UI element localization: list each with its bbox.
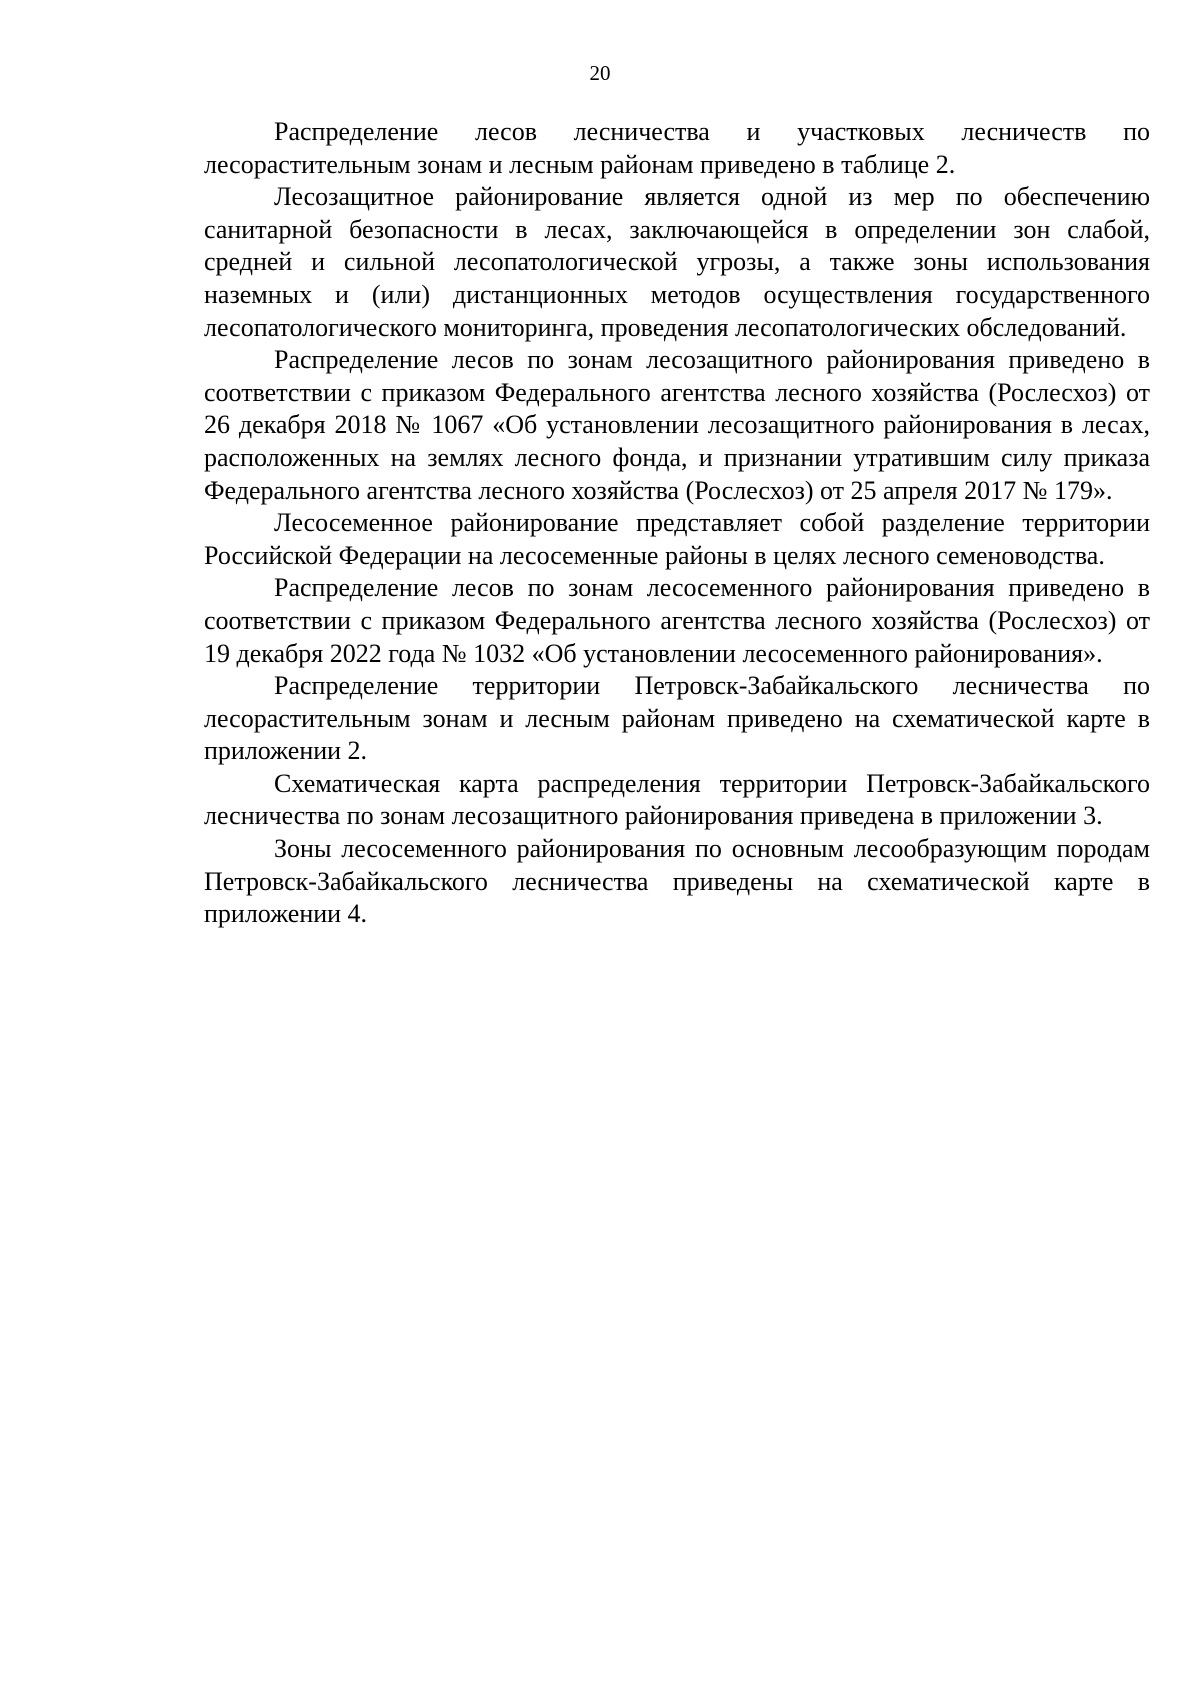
paragraph-appendix-3-reference: Схематическая карта распределения территории Петровск-Забайкальского лесничества по зонам лесозащитного районирования приведена в приложении 3. <box>204 768 1150 831</box>
paragraph-appendix-4-reference: Зоны лесосеменного районирования по основным лесообразующим породам Петровск-Забайкальского лесничества приведены на схематической карте в приложении 4. <box>204 834 1150 929</box>
page-number: 20 <box>589 61 611 85</box>
paragraph-forest-distribution: Распределение лесов лесничества и участковых лесничеств по лесорастительным зонам и лесным районам приведено в таблице 2. <box>204 117 1150 179</box>
paragraph-appendix-2-reference: Распределение территории Петровск-Забайкальского лесничества по лесорастительным зонам и лесным районам приведено на схематической карте в приложении 2. <box>204 671 1150 766</box>
paragraph-protection-zoning-order: Распределение лесов по зонам лесозащитного районирования приведено в соответствии с приказом Федерального агентства лесного хозяйства (Рослесхоз) от 26 декабря 2018 № 1067 «Об установлении лесозащитного районирования в лесах, расположенных на землях лесного фонда, и признании утратившим силу приказа Федерального агентства лесного хозяйства (Рослесхоз) от 25 апреля 2017 № 179». <box>204 345 1150 505</box>
paragraph-forest-protection-zoning: Лесозащитное районирование является одной из мер по обеспечению санитарной безопасности в лесах, заключающейся в определении зон слабой, средней и сильной лесопатологической угрозы, а также зоны использования наземных и (или) дистанционных методов осуществления государственного лесопатологического мониторинга, проведения лесопатологических обследований. <box>204 182 1150 342</box>
document-body <box>204 116 1150 931</box>
paragraph-seed-zoning-definition: Лесосеменное районирование представляет собой разделение территории Российской Федерации на лесосеменные районы в целях лесного семеноводства. <box>204 508 1150 570</box>
paragraph-seed-zoning-order: Распределение лесов по зонам лесосеменного районирования приведено в соответствии с приказом Федерального агентства лесного хозяйства (Рослесхоз) от 19 декабря 2022 года № 1032 «Об установлении лесосеменного районирования». <box>204 573 1150 668</box>
